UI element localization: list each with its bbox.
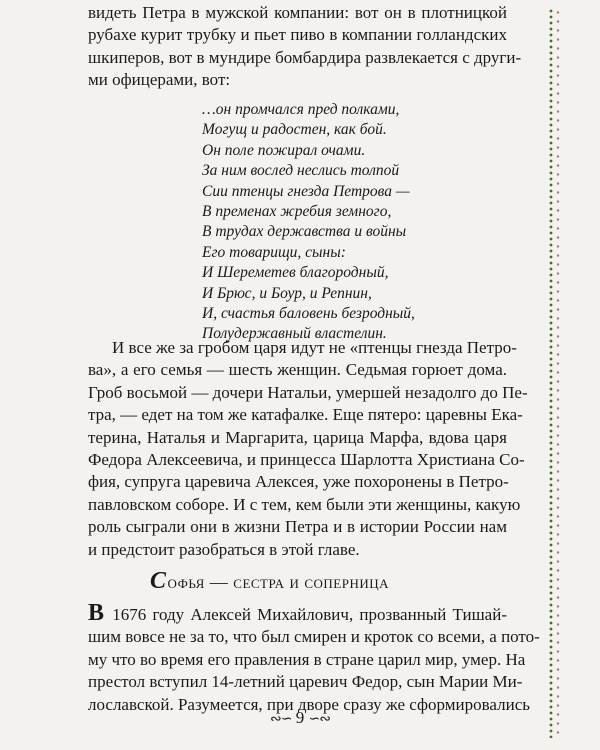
first-line-rest: 1676 году Алексей Михайлович, прозванный Тишай- <box>106 605 507 624</box>
text-line: терина, Наталья и Маргарита, царица Марфа, вдова царя <box>88 427 507 447</box>
paragraph-top <box>88 2 522 92</box>
poem-quote <box>202 100 415 345</box>
text-line <box>88 600 507 626</box>
poem-line: И Шереметев благородный, <box>202 264 389 282</box>
poem-line: Сии птенцы гнезда Петрова — <box>202 182 410 200</box>
poem-line: Полудержавный властелин. <box>202 325 387 343</box>
poem-line: И, счастья баловень безродный, <box>202 305 415 323</box>
text-line: и предстоит разобраться в этой главе. <box>88 539 360 559</box>
decorative-border <box>548 8 554 738</box>
text-line: И все же за гробом царя идут не «птенцы гнезда Петро- <box>112 338 517 357</box>
poem-line: Он поле пожирал очами. <box>202 141 366 159</box>
heading-initial: С <box>150 568 167 594</box>
poem-line: И Брюс, и Боур, и Репнин, <box>202 284 372 302</box>
drop-cap: В <box>88 600 105 626</box>
text-line: лославской. Разумеется, при дворе сразу же сформировались <box>88 694 530 714</box>
page-number <box>0 708 600 728</box>
ornament-right: ∽∾ <box>308 712 330 727</box>
text-line: павловском соборе. И с тем, кем были эти женщины, какую <box>88 494 521 514</box>
section-heading <box>150 568 389 595</box>
text-line: роль сыграли они в жизни Петра и в истории России нам <box>88 517 507 537</box>
ornament-left: ∾∽ <box>270 712 292 727</box>
text-line: видеть Петра в мужской компании: вот он в плотницкой <box>88 3 507 22</box>
heading-text: офья — сестра и соперница <box>167 572 390 592</box>
poem-line: За ним вослед неслись толпой <box>202 162 400 180</box>
text-line: Федора Алексеевича, и принцесса Шарлотта Христиана Со- <box>88 450 525 470</box>
text-line: шкиперов, вот в мундире бомбардира развлекается с други- <box>88 47 522 67</box>
poem-line: Могущ и радостен, как бой. <box>202 121 387 139</box>
page-number-value: 9 <box>295 708 305 727</box>
poem-line: В трудах державства и войны <box>202 223 407 241</box>
text-line: престол вступил 14-летний царевич Федор, сын Марии Ми- <box>88 672 523 692</box>
poem-line: …он промчался пред полками, <box>202 101 400 118</box>
paragraph-bottom <box>88 600 540 716</box>
text-line: фия, супруга царевича Алексея, уже похоронены в Петро- <box>88 472 509 492</box>
poem-line: В пременах жребия земного, <box>202 203 392 221</box>
text-line: му что во время его правления в стране царил мир, умер. На <box>88 649 526 669</box>
text-line: Гроб восьмой — дочери Натальи, умершей незадолго до Пе- <box>88 382 528 402</box>
decorative-border-outer <box>556 8 560 738</box>
text-line: ва», а его семья — шесть женщин. Седьмая горюет дома. <box>88 360 507 380</box>
paragraph-middle <box>88 337 528 561</box>
poem-line: Его товарищи, сыны: <box>202 243 346 261</box>
text-line: ми офицерами, вот: <box>88 70 231 90</box>
text-line: шим вовсе не за то, что был смирен и кроток со всеми, а пото- <box>88 627 540 647</box>
text-line: тра, — едет на том же катафалке. Еще пятеро: царевны Ека- <box>88 405 523 425</box>
text-line: рубахе курит трубку и пьет пиво в компании голландских <box>88 25 507 45</box>
